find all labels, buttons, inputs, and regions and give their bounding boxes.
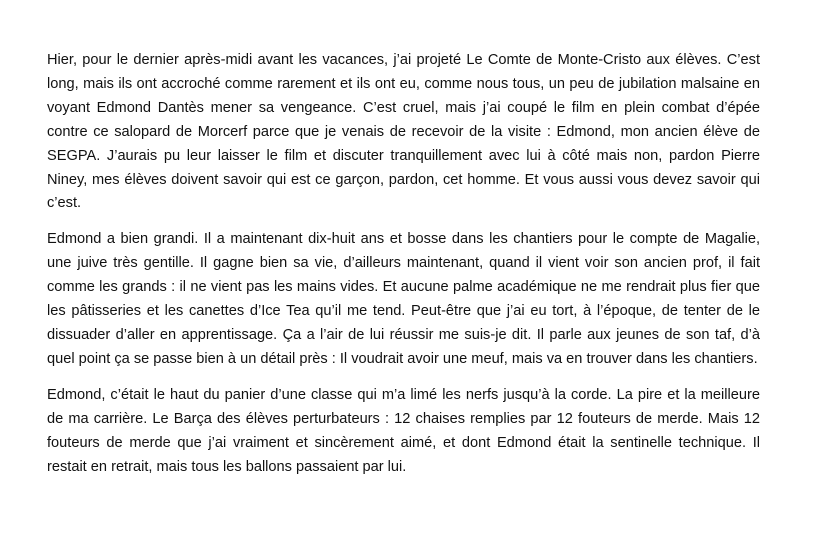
paragraph-3: Edmond, c’était le haut du panier d’une classe qui m’a limé les nerfs jusqu’à la corde. La pire et la meilleure de ma carrière. Le Barça des élèves perturbateurs : 12 chaises remplies par 12 fouteurs de merde. Mais 12 fouteurs de merde que j’ai vraiment et sincèrement aimé, et dont Edmond était la sentinelle technique. Il restait en retrait, mais tous les ballons passaient par lui. [47,386,760,475]
paragraph-1: Hier, pour le dernier après-midi avant les vacances, j’ai projeté Le Comte de Monte-Cristo aux élèves. C’est long, mais ils ont accroché comme rarement et ils ont eu, comme nous tous, un peu de jubilation malsaine en voyant Edmond Dantès mener sa vengeance. C’est cruel, mais j’ai coupé le film en plein combat d’épée contre ce salopard de Morcerf parce que je venais de recevoir de la visite : Edmond, mon ancien élève de SEGPA. J’aurais pu leur laisser le film et discuter tranquillement avec lui à côté mais non, pardon Pierre Niney, mes élèves doivent savoir qui est ce garçon, pardon, cet homme. Et vous aussi vous devez savoir qui c’est. [47,52,760,212]
document-body [47,49,760,491]
paragraph-2: Edmond a bien grandi. Il a maintenant dix-huit ans et bosse dans les chantiers pour le compte de Magalie, une juive très gentille. Il gagne bien sa vie, d’ailleurs maintenant, quand il vient voir son ancien prof, il fait comme les grands : il ne vient pas les mains vides. Et aucune palme académique ne me rendrait plus fier que les pâtisseries et les canettes d’Ice Tea qu’il me tend. Peut-être que j’ai eu tort, à l’époque, de tenter de le dissuader d’aller en apprentissage. Ça a l’air de lui réussir me suis-je dit. Il parle aux jeunes de son taf, d’à quel point ça se passe bien à un détail près : Il voudrait avoir une meuf, mais va en trouver dans les chantiers. [47,231,760,367]
